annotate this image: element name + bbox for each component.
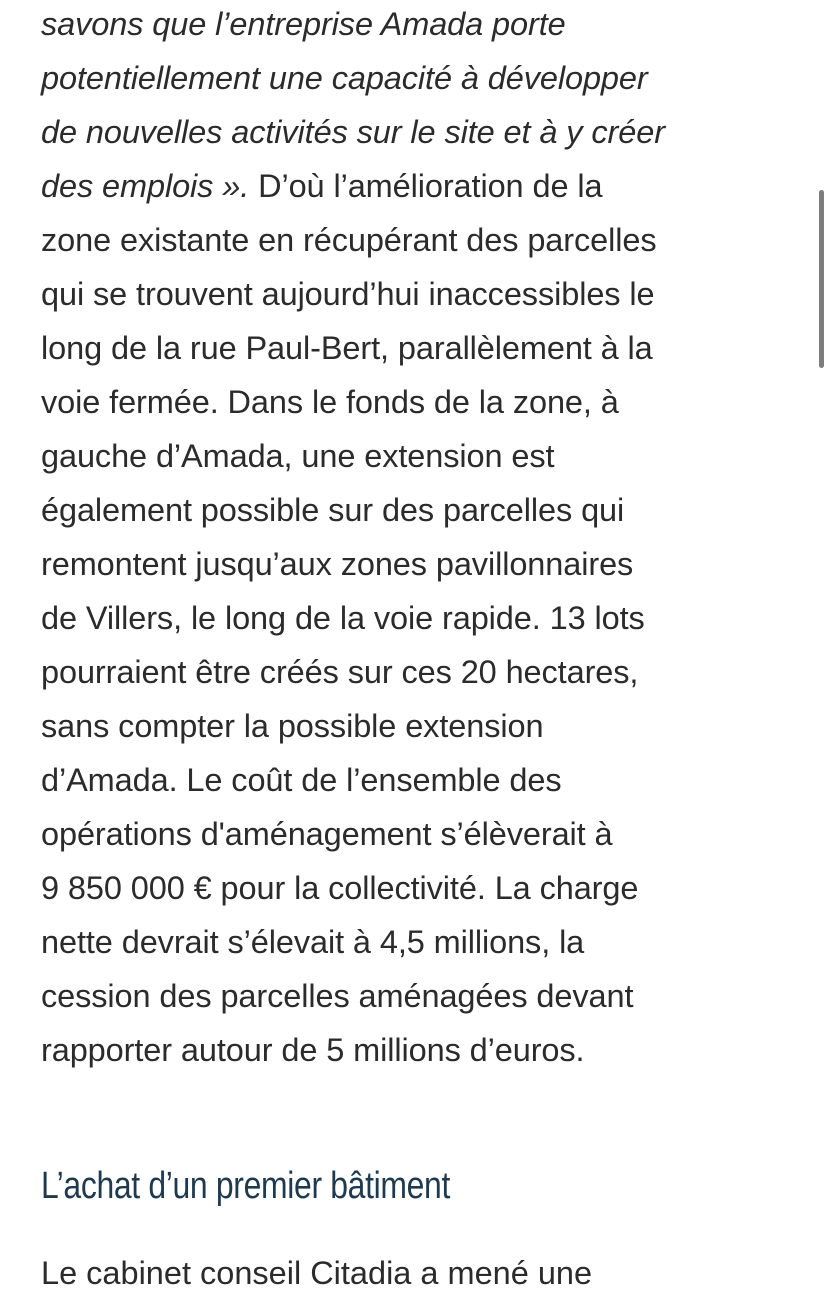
text-line: zone existante en récupérant des parcelles bbox=[41, 222, 657, 258]
text-line: opérations d'aménagement s’élèverait à bbox=[41, 816, 613, 852]
text-segment: D’où l’amélioration de la bbox=[249, 168, 603, 204]
text-line: 9 850 000 € pour la collectivité. La charge bbox=[41, 870, 639, 906]
text-line: rapporter autour de 5 millions d’euros. bbox=[41, 1032, 585, 1068]
text-line: voie fermée. Dans le fonds de la zone, à bbox=[41, 384, 619, 420]
text-line: long de la rue Paul-Bert, parallèlement à la bbox=[41, 330, 653, 366]
text-line: remontent jusqu’aux zones pavillonnaires bbox=[41, 546, 634, 582]
article-paragraph bbox=[41, 0, 801, 1077]
scrollbar-thumb[interactable] bbox=[819, 190, 824, 368]
text-line: d’Amada. Le coût de l’ensemble des bbox=[41, 762, 562, 798]
section-heading: L’achat d’un premier bâtiment bbox=[41, 1165, 451, 1207]
text-line: qui se trouvent aujourd’hui inaccessibles le bbox=[41, 276, 655, 312]
text-line: de Villers, le long de la voie rapide. 13 lots bbox=[41, 600, 645, 636]
quote-end: des emplois ». bbox=[41, 168, 250, 204]
article-paragraph-next: Le cabinet conseil Citadia a mené une bbox=[41, 1255, 593, 1291]
mixed-line bbox=[41, 159, 801, 213]
text-line: pourraient être créés sur ces 20 hectares, bbox=[41, 654, 639, 690]
quote-line: de nouvelles activités sur le site et à y créer bbox=[41, 114, 665, 150]
article-body bbox=[41, 0, 801, 1291]
text-line: également possible sur des parcelles qui bbox=[41, 492, 625, 528]
text-line: gauche d’Amada, une extension est bbox=[41, 438, 555, 474]
quote-line: potentiellement une capacité à développer bbox=[41, 60, 648, 96]
text-line: cession des parcelles aménagées devant bbox=[41, 978, 634, 1014]
text-line: sans compter la possible extension bbox=[41, 708, 544, 744]
quote-line: savons que l’entreprise Amada porte bbox=[41, 6, 566, 42]
text-line: nette devrait s’élevait à 4,5 millions, la bbox=[41, 924, 585, 960]
